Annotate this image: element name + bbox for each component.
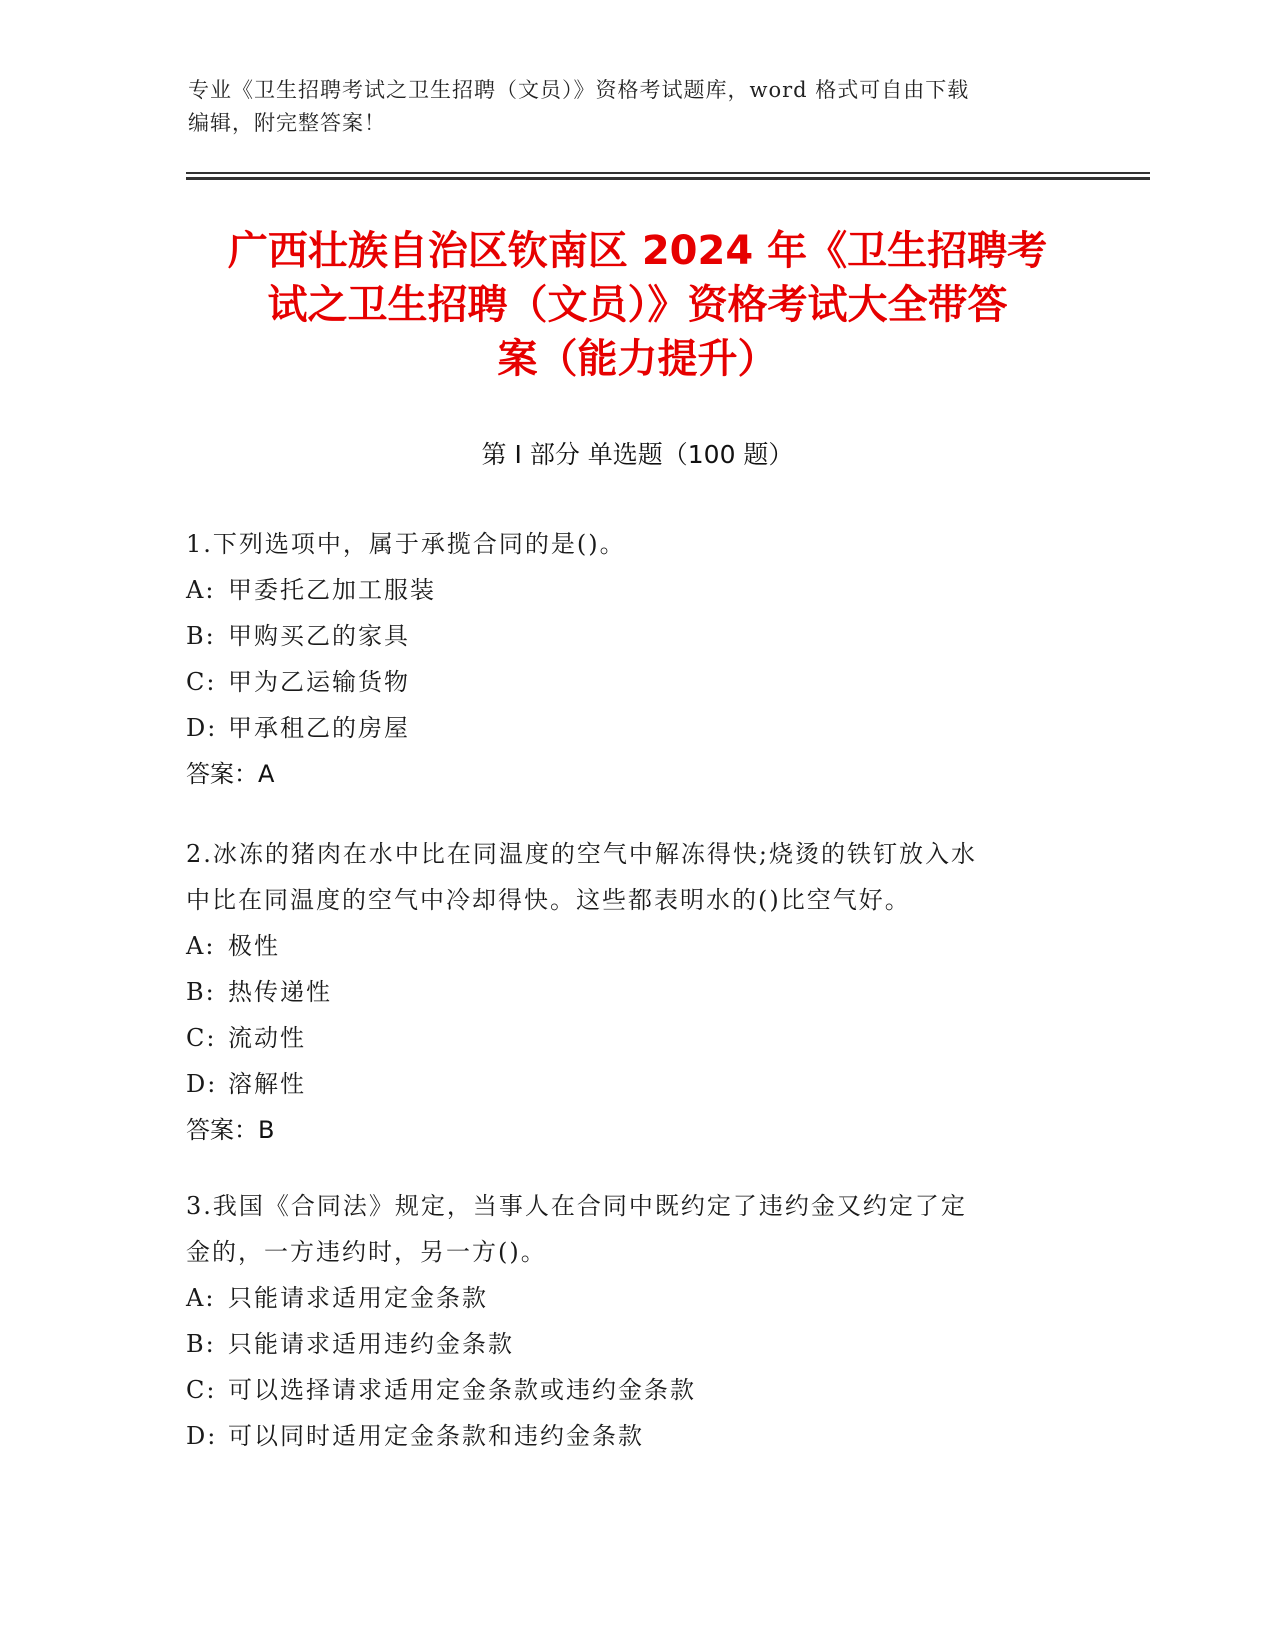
option-text: 可以选择请求适用定金条款或违约金条款 [228,1376,696,1404]
option-text: 只能请求适用定金条款 [228,1284,488,1312]
question-3-stem-line-1: 3.我国《合同法》规定，当事人在合同中既约定了违约金又约定了定 [186,1192,967,1220]
question-2-stem-line-2: 中比在同温度的空气中冷却得快。这些都表明水的()比空气好。 [186,886,911,914]
option-label: D: [186,1070,218,1098]
document-title-line-1: 广西壮族自治区钦南区 2024 年《卫生招聘考 [227,228,1048,274]
option-text: 甲委托乙加工服装 [228,576,436,604]
question-3-option-d [186,1413,1086,1459]
question-3-option-a [186,1275,1086,1321]
question-1 [186,521,1086,797]
option-text: 甲购买乙的家具 [228,622,410,650]
option-text: 热传递性 [228,978,332,1006]
question-1-stem: 1.下列选项中，属于承揽合同的是()。 [186,530,626,558]
option-label: C: [186,668,217,696]
question-2-option-c [186,1015,1086,1061]
question-1-option-d [186,705,1086,751]
question-1-answer: 答案：A [186,760,275,788]
option-label: A: [186,1284,216,1312]
question-2-option-b [186,969,1086,1015]
header-note [188,74,1088,140]
header-note-line-2: 编辑，附完整答案！ [188,111,386,135]
option-text: 甲承租乙的房屋 [228,714,410,742]
option-text: 溶解性 [228,1070,306,1098]
question-3-option-c [186,1367,1086,1413]
question-3 [186,1183,1086,1459]
option-label: B: [186,1330,216,1358]
question-3-option-b [186,1321,1086,1367]
document-title-line-3: 案（能力提升） [497,336,778,382]
option-label: C: [186,1376,217,1404]
option-text: 极性 [228,932,280,960]
question-1-option-c [186,659,1086,705]
option-label: B: [186,622,216,650]
question-2-answer: 答案：B [186,1116,275,1144]
document-title-line-2: 试之卫生招聘（文员）》资格考试大全带答 [267,282,1008,328]
option-label: C: [186,1024,217,1052]
document-title [160,224,1115,386]
option-label: B: [186,978,216,1006]
question-2 [186,831,1086,1153]
question-2-option-a [186,923,1086,969]
question-3-stem-line-2: 金的，一方违约时，另一方()。 [186,1238,547,1266]
option-label: D: [186,714,218,742]
header-note-line-1: 专业《卫生招聘考试之卫生招聘（文员）》资格考试题库，word 格式可自由下载 [188,78,970,102]
header-rule-thin [186,172,1150,174]
question-1-option-b [186,613,1086,659]
option-text: 甲为乙运输货物 [228,668,410,696]
question-2-stem-line-1: 2.冰冻的猪肉在水中比在同温度的空气中解冻得快;烧烫的铁钉放入水 [186,840,977,868]
option-label: A: [186,932,216,960]
option-label: D: [186,1422,218,1450]
option-text: 只能请求适用违约金条款 [228,1330,514,1358]
question-1-option-a [186,567,1086,613]
question-2-option-d [186,1061,1086,1107]
option-text: 可以同时适用定金条款和违约金条款 [228,1422,644,1450]
option-label: A: [186,576,216,604]
option-text: 流动性 [228,1024,306,1052]
section-title: 第 I 部分 单选题（100 题） [481,440,794,469]
header-rule-thick [186,177,1150,180]
